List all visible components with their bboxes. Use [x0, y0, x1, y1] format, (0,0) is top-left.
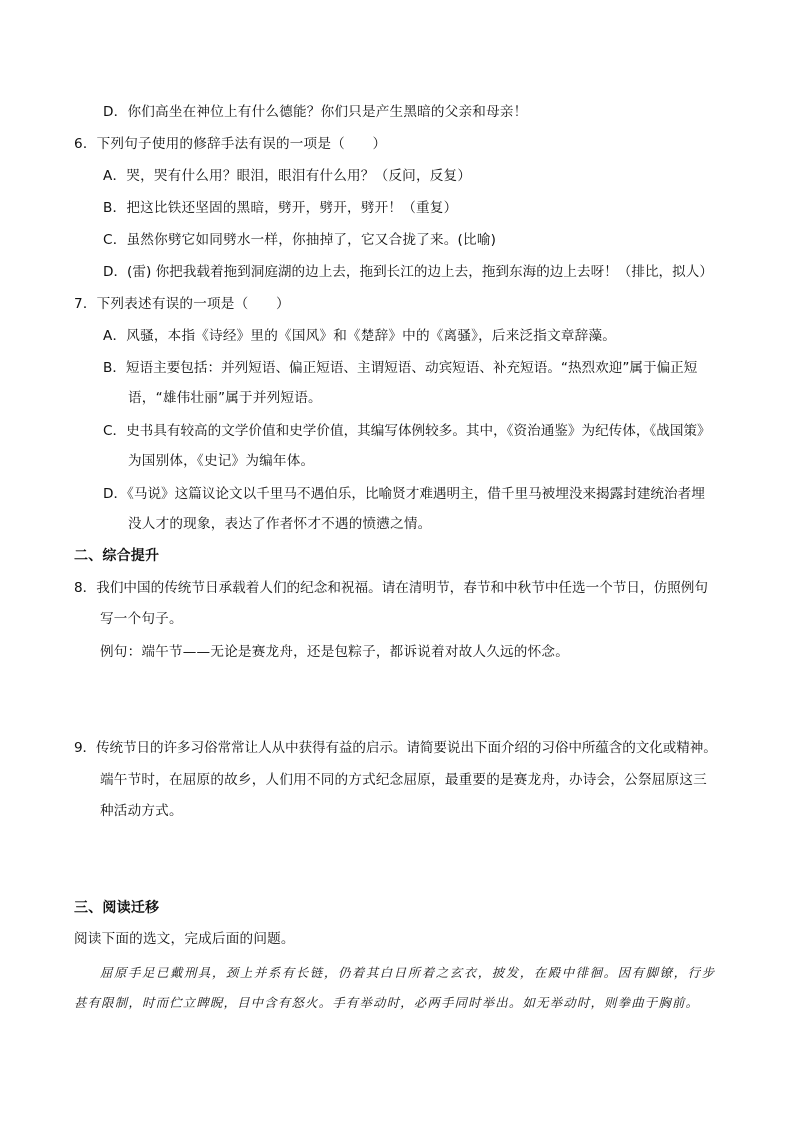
section-2-title: 二、综合提升 — [74, 548, 160, 564]
q7-option-b-line1: B．短语主要包括：并列短语、偏正短语、主谓短语、动宾短语、补充短语。“热烈欢迎”属于偏正短 — [103, 360, 698, 376]
q7-option-b-line2: 语，“雄伟壮丽”属于并列短语。 — [128, 390, 322, 406]
q7-stem: 7．下列表述有误的一项是（ ） — [74, 296, 290, 312]
q7-option-a: A．风骚，本指《诗经》里的《国风》和《楚辞》中的《离骚》，后来泛指文章辞藻。 — [103, 328, 617, 344]
q7-option-d-line1: D．《马说》这篇议论文以千里马不遇伯乐，比喻贤才难遇明主，借千里马被埋没来揭露封建统治者埋 — [103, 486, 705, 502]
q9-stem: 9．传统节日的许多习俗常常让人从中获得有益的启示。请简要说出下面介绍的习俗中所蕴含的文化或精神。 — [74, 740, 717, 756]
q8-stem-line2: 写一个句子。 — [100, 611, 183, 627]
q7-option-c-line2: 为国别体，《史记》为编年体。 — [128, 453, 315, 469]
q7-option-d-line2: 没人才的现象，表达了作者怀才不遇的愤懑之情。 — [128, 516, 432, 532]
q8-example: 例句：端午节——无论是赛龙舟，还是包粽子，都诉说着对故人久远的怀念。 — [100, 644, 569, 660]
q6-option-d: D．(雷) 你把我载着拖到洞庭湖的边上去，拖到长江的边上去，拖到东海的边上去呀！（排比，拟人） — [103, 264, 713, 280]
passage-line-2: 甚有限制，时而伫立睥睨，目中含有怒火。手有举动时，必两手同时举出。如无举动时，则拳曲于胸前。 — [74, 995, 700, 1010]
q9-text-line2: 种活动方式。 — [100, 803, 183, 819]
passage-line-1: 屈原手足已戴刑具，颈上并系有长链，仍着其白日所着之玄衣，披发，在殿中徘徊。因有脚镣，行步 — [100, 965, 716, 980]
q6-option-b: B．把这比铁还坚固的黑暗，劈开，劈开，劈开！（重复） — [103, 200, 458, 216]
section-3-title: 三、阅读迁移 — [74, 900, 160, 916]
q7-option-c-line1: C．史书具有较高的文学价值和史学价值，其编写体例较多。其中，《资治通鉴》为纪传体，《战国策》 — [103, 423, 711, 439]
q5-option-d: D．你们高坐在神位上有什么德能？你们只是产生黑暗的父亲和母亲！ — [103, 104, 528, 120]
reading-instruction: 阅读下面的选文，完成后面的问题。 — [74, 931, 295, 947]
q6-option-c: C．虽然你劈它如同劈水一样，你抽掉了，它又合拢了来。(比喻) — [103, 232, 497, 248]
q6-stem: 6．下列句子使用的修辞手法有误的一项是（ ） — [74, 136, 387, 152]
q6-option-a: A．哭，哭有什么用？眼泪，眼泪有什么用？（反问，反复） — [103, 168, 472, 184]
q8-stem-line1: 8．我们中国的传统节日承载着人们的纪念和祝福。请在清明节，春节和中秋节中任选一个节日，仿照例句 — [74, 580, 708, 596]
q9-text-line1: 端午节时，在屈原的故乡，人们用不同的方式纪念屈原，最重要的是赛龙舟，办诗会，公祭屈原这三 — [100, 772, 707, 788]
